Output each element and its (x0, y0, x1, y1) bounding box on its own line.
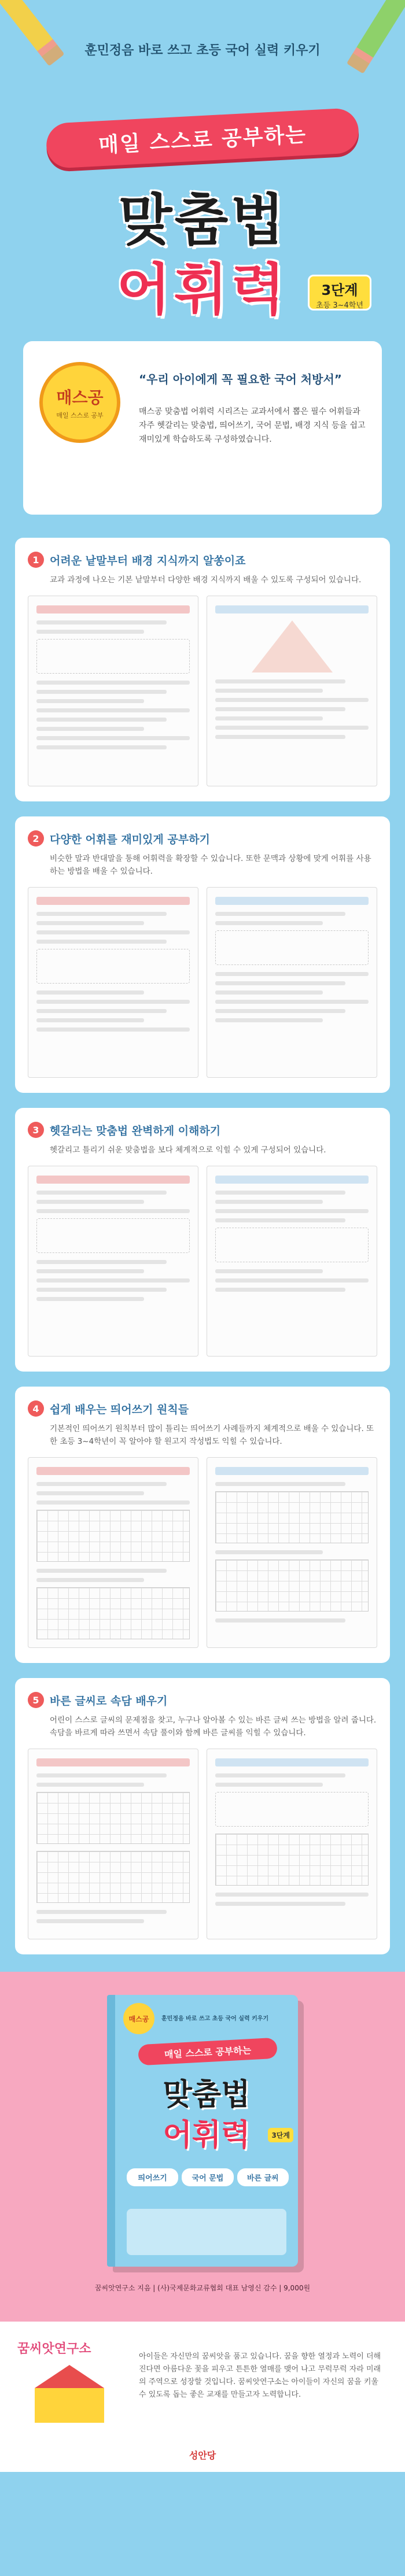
feature-section-2 (15, 816, 390, 1093)
book-ribbon: 매일 스스로 공부하는 (138, 2038, 278, 2066)
text-line (36, 930, 190, 934)
school-roof-icon (35, 2365, 104, 2388)
text-line (36, 1773, 167, 1777)
text-line (36, 1297, 144, 1301)
sample-page-left (28, 1166, 198, 1357)
section-description: 어린이 스스로 글씨의 문제점을 찾고, 누구나 알아볼 수 있는 바른 글씨 쓰는 방법을 알려 줍니다. 속담을 바르게 따라 쓰면서 속담 풀이와 함께 바른 글씨를 익힐 수 있습니다. (50, 1716, 377, 1738)
sample-spread (28, 1749, 377, 1939)
text-line (215, 921, 323, 925)
section-description: 기본적인 띄어쓰기 원칙부터 많이 틀리는 띄어쓰기 사례들까지 체계적으로 배울 수 있습니다. 또한 초등 3~4학년이 꼭 알아야 할 원고지 작성법도 익힐 수 있습니다. (50, 1424, 374, 1446)
text-line (215, 716, 323, 720)
sample-page-right (207, 1749, 377, 1939)
book-topic-tag: 국어 문법 (182, 2168, 233, 2186)
text-line (36, 1200, 144, 1204)
text-line (215, 1200, 323, 1204)
book-cover-area (0, 1972, 405, 2322)
text-line (215, 1278, 369, 1283)
section-heading (28, 1122, 377, 1138)
lab-logo-text: 꿈씨앗연구소 (17, 2342, 91, 2356)
section-number: 4 (28, 1400, 44, 1417)
text-line (215, 1902, 345, 1906)
content-box (36, 639, 190, 674)
page-header-bar (215, 1467, 369, 1475)
section-heading (28, 552, 377, 568)
text-line (36, 1009, 167, 1013)
book-topic-tags (127, 2168, 289, 2186)
text-line (215, 1000, 369, 1004)
hero-banner (0, 0, 405, 538)
section-title: 어려운 낱말부터 배경 지식까지 알쏭이죠 (50, 554, 246, 567)
feature-section-5 (15, 1678, 390, 1954)
sample-page-right (207, 1457, 377, 1648)
text-line (36, 630, 144, 634)
level-badge (308, 275, 371, 311)
book-topic-tag: 바른 글씨 (237, 2168, 289, 2186)
text-line (36, 718, 167, 722)
text-line (36, 940, 167, 944)
text-line (36, 1191, 167, 1195)
feature-section-3 (15, 1108, 390, 1372)
book-topic-tag: 띄어쓰기 (127, 2168, 178, 2186)
content-box (215, 1792, 369, 1827)
book-cover-title-main: 맞춤법 (163, 2078, 251, 2112)
sample-page-left (28, 596, 198, 786)
sample-page-right (207, 596, 377, 786)
pyramid-diagram (252, 620, 333, 672)
seal-subtext: 매일 스스로 공부 (56, 412, 104, 419)
content-box (36, 949, 190, 984)
text-line (36, 745, 167, 749)
school-building-icon (35, 2388, 104, 2423)
intro-quote: “우리 아이에게 꼭 필요한 국어 처방서” (139, 372, 342, 386)
book-illustration (127, 2209, 286, 2255)
section-number: 1 (28, 552, 44, 568)
text-line (215, 1893, 369, 1897)
section-heading (28, 830, 377, 847)
feature-section-1 (15, 538, 390, 801)
page-header-bar (215, 897, 369, 905)
text-line (215, 981, 345, 985)
text-line (36, 699, 144, 703)
text-line (36, 736, 190, 740)
text-line (215, 1550, 323, 1554)
book-seal: 매스공 (123, 2003, 154, 2034)
section-number: 3 (28, 1122, 44, 1138)
text-line (215, 991, 323, 995)
text-line (215, 1269, 323, 1273)
writing-grid (215, 1834, 369, 1886)
text-line (36, 1209, 190, 1213)
feature-section-4 (15, 1387, 390, 1663)
text-line (215, 1618, 345, 1623)
text-line (36, 1269, 144, 1273)
text-line (215, 972, 369, 976)
text-line (36, 1783, 144, 1787)
manuscript-grid (36, 1587, 190, 1639)
text-line (215, 1191, 345, 1195)
text-line (215, 698, 369, 702)
manuscript-grid (215, 1559, 369, 1612)
text-line (36, 991, 144, 995)
text-line (36, 1260, 167, 1264)
text-line (36, 1482, 167, 1486)
publisher-logo: 성안당 (189, 2450, 216, 2461)
sample-spread (28, 887, 377, 1078)
pencil-icon (347, 0, 405, 74)
text-line (36, 681, 190, 685)
sample-page-left (28, 1749, 198, 1939)
page-header-bar (215, 1758, 369, 1766)
kkumssiat-logo (17, 2339, 127, 2437)
section-description: 헷갈리고 틀리기 쉬운 맞춤법을 보다 체계적으로 익힐 수 있게 구성되어 있습니다. (50, 1145, 326, 1155)
section-heading (28, 1400, 377, 1417)
sample-spread (28, 1166, 377, 1357)
page-header-bar (36, 1467, 190, 1475)
section-heading (28, 1692, 377, 1708)
maesgong-seal-icon (39, 362, 120, 443)
text-line (36, 912, 167, 916)
manuscript-grid (215, 1491, 369, 1543)
writing-grid (36, 1851, 190, 1903)
writing-grid (36, 1792, 190, 1844)
section-title: 헷갈리는 맞춤법 완벽하게 이해하기 (50, 1124, 221, 1137)
text-line (36, 1910, 167, 1914)
book-title-sub: 어휘력 (116, 257, 289, 322)
text-line (215, 1482, 345, 1486)
text-line (36, 1578, 144, 1582)
text-line (215, 726, 369, 730)
text-line (215, 1288, 345, 1292)
text-line (36, 1278, 190, 1283)
page-header-bar (215, 605, 369, 613)
seal-text: 매스공 (56, 388, 104, 407)
text-line (36, 1028, 190, 1032)
text-line (215, 735, 345, 739)
section-title: 쉽게 배우는 띄어쓰기 원칙들 (50, 1403, 189, 1416)
lab-description: 아이들은 자신만의 꿈씨앗을 품고 있습니다. 꿈을 향한 열정과 노력이 더해진다면 아름다운 꽃을 피우고 튼튼한 열매를 맺어 나고 무럭무럭 자라 미래의 주역으로 성장할 것입니다. 꿈씨앗연구소는 아이들이 자신의 꿈을 키울 수 있도록 돕는 좋은 교재를 만들고자 노력합니다. (139, 2352, 381, 2399)
text-line (215, 707, 345, 711)
publisher-footer (0, 2322, 405, 2472)
text-line (36, 690, 167, 694)
content-box (215, 930, 369, 965)
page-header-bar (36, 605, 190, 613)
book-tagline: 훈민정음 바로 쓰고 초등 국어 실력 키우기 (161, 2016, 269, 2022)
text-line (36, 1500, 190, 1505)
page-header-bar (36, 897, 190, 905)
book-cover (107, 1995, 298, 2267)
text-line (36, 620, 167, 624)
text-line (215, 1018, 323, 1022)
text-line (215, 1783, 323, 1787)
page-header-bar (215, 1176, 369, 1184)
sample-page-left (28, 1457, 198, 1648)
hero-tagline: 훈민정음 바로 쓰고 초등 국어 실력 키우기 (84, 43, 321, 58)
hero-ribbon (45, 108, 359, 169)
page-header-bar (36, 1758, 190, 1766)
text-line (215, 1209, 369, 1213)
text-line (215, 1773, 345, 1777)
text-line (36, 1288, 167, 1292)
text-line (36, 1491, 144, 1495)
intro-card (23, 341, 382, 515)
sample-page-right (207, 887, 377, 1078)
content-box (215, 1228, 369, 1262)
text-line (215, 912, 345, 916)
manuscript-grid (36, 1510, 190, 1562)
section-number: 5 (28, 1692, 44, 1708)
text-line (36, 1569, 167, 1573)
sample-spread (28, 1457, 377, 1648)
sample-page-right (207, 1166, 377, 1357)
book-meta: 꿈씨앗연구소 지음 | (사)국제문화교류협회 대표 남영신 감수 | 9,000원 (94, 2284, 311, 2292)
text-line (36, 708, 190, 712)
book-level: 3단계 (268, 2128, 293, 2142)
sample-spread (28, 596, 377, 786)
sample-page-left (28, 887, 198, 1078)
text-line (36, 1018, 144, 1022)
text-line (215, 1009, 345, 1013)
section-number: 2 (28, 830, 44, 847)
grade-label: 초등 3~4학년 (316, 301, 363, 310)
content-box (36, 1218, 190, 1253)
text-line (36, 921, 144, 925)
text-line (215, 679, 345, 683)
section-title: 바른 글씨로 속담 배우기 (50, 1694, 168, 1708)
section-description: 비슷한 말과 반대말을 통해 어휘력을 확장할 수 있습니다. 또한 문맥과 상황에 맞게 어휘를 사용하는 방법을 배울 수 있습니다. (50, 854, 371, 876)
text-line (36, 1000, 190, 1004)
book-cover-title-sub: 어휘력 (163, 2118, 251, 2153)
intro-description: 매스공 맞춤법 어휘력 시리즈는 교과서에서 뽑은 필수 어휘들과 자주 헷갈리는 맞춤법, 띄어쓰기, 국어 문법, 배경 지식 등을 쉽고 재미있게 학습하도록 구성하였습니다. (139, 407, 366, 444)
text-line (36, 1919, 144, 1923)
page-header-bar (36, 1176, 190, 1184)
ribbon-text: 매일 스스로 공부하는 (98, 123, 308, 157)
level-label: 3단계 (321, 282, 358, 298)
text-line (215, 1218, 345, 1222)
section-title: 다양한 어휘를 재미있게 공부하기 (50, 833, 210, 846)
book-title-main: 맞춤법 (118, 188, 287, 253)
section-description: 교과 과정에 나오는 기본 낱말부터 다양한 배경 지식까지 배울 수 있도록 구성되어 있습니다. (50, 575, 362, 585)
text-line (36, 727, 144, 731)
text-line (215, 689, 323, 693)
